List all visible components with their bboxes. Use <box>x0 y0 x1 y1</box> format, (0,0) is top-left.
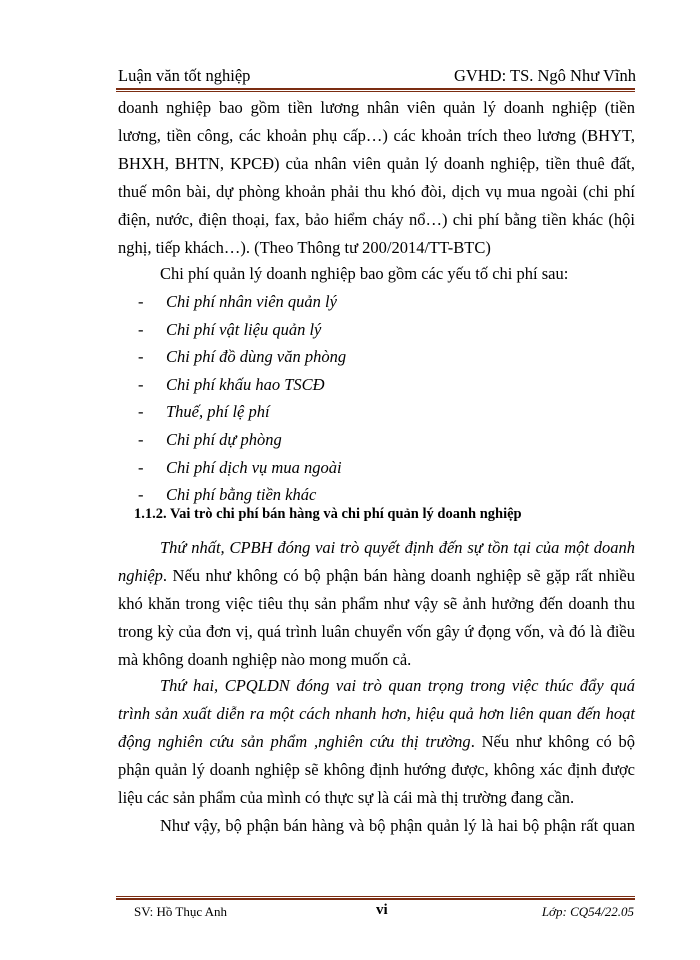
paragraph-4 <box>118 672 635 812</box>
footer-student: SV: Hồ Thục Anh <box>134 904 228 919</box>
list-item <box>138 343 346 371</box>
paragraph-5-line: Như vậy, bộ phận bán hàng và bộ phận quản lý là hai bộ phận rất quan <box>160 816 635 835</box>
list-item <box>138 288 346 316</box>
paragraph-3-line <box>118 562 635 590</box>
paragraph-2: Chi phí quản lý doanh nghiệp bao gồm các yếu tố chi phí sau: <box>160 264 569 283</box>
paragraph-1 <box>118 94 635 262</box>
paragraph-1-line: điện, nước, điện thoại, fax, bảo hiểm cháy nổ…) chi phí bằng tiền khác (hội <box>118 210 635 229</box>
paragraph-3-text: . Nếu như không có bộ phận bán hàng doanh nghiệp sẽ gặp rất nhiều <box>162 566 635 585</box>
paragraph-1-line: doanh nghiệp bao gồm tiền lương nhân viên quản lý doanh nghiệp (tiền <box>118 98 635 117</box>
bullet-dash: - <box>138 485 144 505</box>
list-item-text: Chi phí bằng tiền khác <box>166 485 317 505</box>
page-number: vi <box>376 902 388 918</box>
list-item-text: Thuế, phí lệ phí <box>166 402 270 422</box>
footer-rule <box>116 896 635 900</box>
paragraph-4-text: . Nếu như không có bộ <box>470 732 635 751</box>
paragraph-1-line: nghị, tiếp khách…). (Theo Thông tư 200/2014/TT-BTC) <box>118 238 491 257</box>
list-item-text: Chi phí khấu hao TSCĐ <box>166 374 325 394</box>
bullet-dash: - <box>138 457 144 477</box>
paragraph-1-line: lương, tiền công, các khoản phụ cấp…) các khoản trích theo lương (BHYT, <box>118 126 635 145</box>
bullet-dash: - <box>138 402 144 422</box>
paragraph-4-italic: động nghiên cứu sản phẩm ,nghiên cứu thị trường <box>118 732 471 751</box>
paragraph-3-line: mà không doanh nghiệp nào mong muốn cả. <box>118 650 412 669</box>
bullet-dash: - <box>138 319 144 339</box>
list-item-text: Chi phí dự phòng <box>166 429 282 449</box>
header-title: Luận văn tốt nghiệp <box>118 66 251 85</box>
paragraph-3-italic: nghiệp <box>118 566 163 585</box>
paragraph-1-line: thuế môn bài, dự phòng khoản phải thu khó đòi, dịch vụ mua ngoài (chi phí <box>118 182 635 201</box>
paragraph-4-line <box>118 728 635 756</box>
list-item <box>138 481 346 509</box>
cost-element-list <box>138 288 346 509</box>
paragraph-4-line: liệu các sản phẩm của mình có thực sự là cái mà thị trường đang cần. <box>118 788 575 807</box>
list-item-text: Chi phí đồ dùng văn phòng <box>166 347 347 367</box>
footer-class: Lớp: CQ54/22.05 <box>541 904 634 919</box>
header-advisor: GVHD: TS. Ngô Như Vĩnh <box>453 66 636 85</box>
paragraph-1-line: BHXH, BHTN, KPCĐ) của nhân viên quản lý doanh nghiệp, tiền thuê đất, <box>118 154 635 173</box>
header-rule <box>116 88 635 92</box>
paragraph-4-line: Thứ hai, CPQLDN đóng vai trò quan trọng trong việc thúc đẩy quá <box>160 676 635 695</box>
list-item-text: Chi phí vật liệu quản lý <box>166 319 322 339</box>
list-item-text: Chi phí dịch vụ mua ngoài <box>166 457 342 477</box>
section-heading: 1.1.2. Vai trò chi phí bán hàng và chi phí quản lý doanh nghiệp <box>134 506 522 522</box>
paragraph-4-line: phận quản lý doanh nghiệp sẽ không định hướng được, không xác định được <box>118 760 635 779</box>
paragraph-3-line: Thứ nhất, CPBH đóng vai trò quyết định đến sự tồn tại của một doanh <box>160 538 635 557</box>
list-item <box>138 454 346 482</box>
bullet-dash: - <box>138 292 144 311</box>
list-item <box>138 371 346 399</box>
paragraph-3-line: khó khăn trong việc tiêu thụ sản phẩm như vậy sẽ ảnh hưởng đến doanh thu <box>118 594 635 613</box>
list-item <box>138 316 346 344</box>
list-item <box>138 426 346 454</box>
paragraph-3 <box>118 534 635 674</box>
list-item <box>138 398 346 426</box>
bullet-dash: - <box>138 429 144 449</box>
bullet-dash: - <box>138 347 144 367</box>
bullet-dash: - <box>138 374 144 394</box>
list-item-text: Chi phí nhân viên quản lý <box>166 292 337 311</box>
paragraph-3-line: trong kỳ của đơn vị, quá trình luân chuyển vốn gây ứ đọng vốn, và đó là điều <box>118 622 635 641</box>
paragraph-4-line: trình sản xuất diễn ra một cách nhanh hơn, hiệu quả hơn liên quan đến hoạt <box>118 704 635 723</box>
paragraph-5 <box>160 812 635 840</box>
